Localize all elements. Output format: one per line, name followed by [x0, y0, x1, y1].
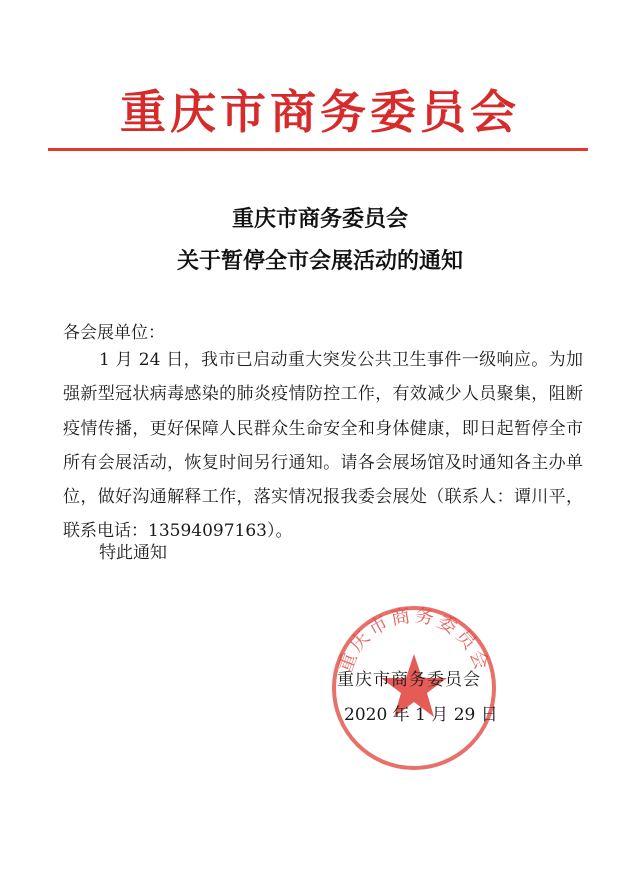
- notice-title-line2: 关于暂停全市会展活动的通知: [176, 249, 463, 274]
- letterhead-red-rule: [48, 148, 588, 151]
- notice-title-line1: 重庆市商务委员会: [231, 207, 408, 232]
- signature-date: 2020 年 1 月 29 日: [344, 705, 498, 725]
- seal-arc-text: 重庆市商务委员会: [334, 604, 494, 676]
- notice-body: 1 月 24 日，我市已启动重大突发公共卫生事件一级响应。为加强新型冠状病毒感染的肺炎疫情防控工作，有效减少人员聚集，阻断疫情传播，更好保障人民群众生命安全和身体健康，即日起暂停全市所有会展活动，恢复时间另行通知。请各会展场馆及时通知各主办单位，做好沟通解释工作，落实情况报我委会展处（联系人：谭川平，联系电话：13594097163）。: [63, 350, 583, 542]
- signature-org: 重庆市商务委员会: [337, 670, 481, 690]
- letterhead-title: 重庆市商务委员会: [120, 85, 520, 139]
- closing-remark: 特此通知: [99, 543, 167, 563]
- addressee: 各会展单位：: [63, 323, 165, 343]
